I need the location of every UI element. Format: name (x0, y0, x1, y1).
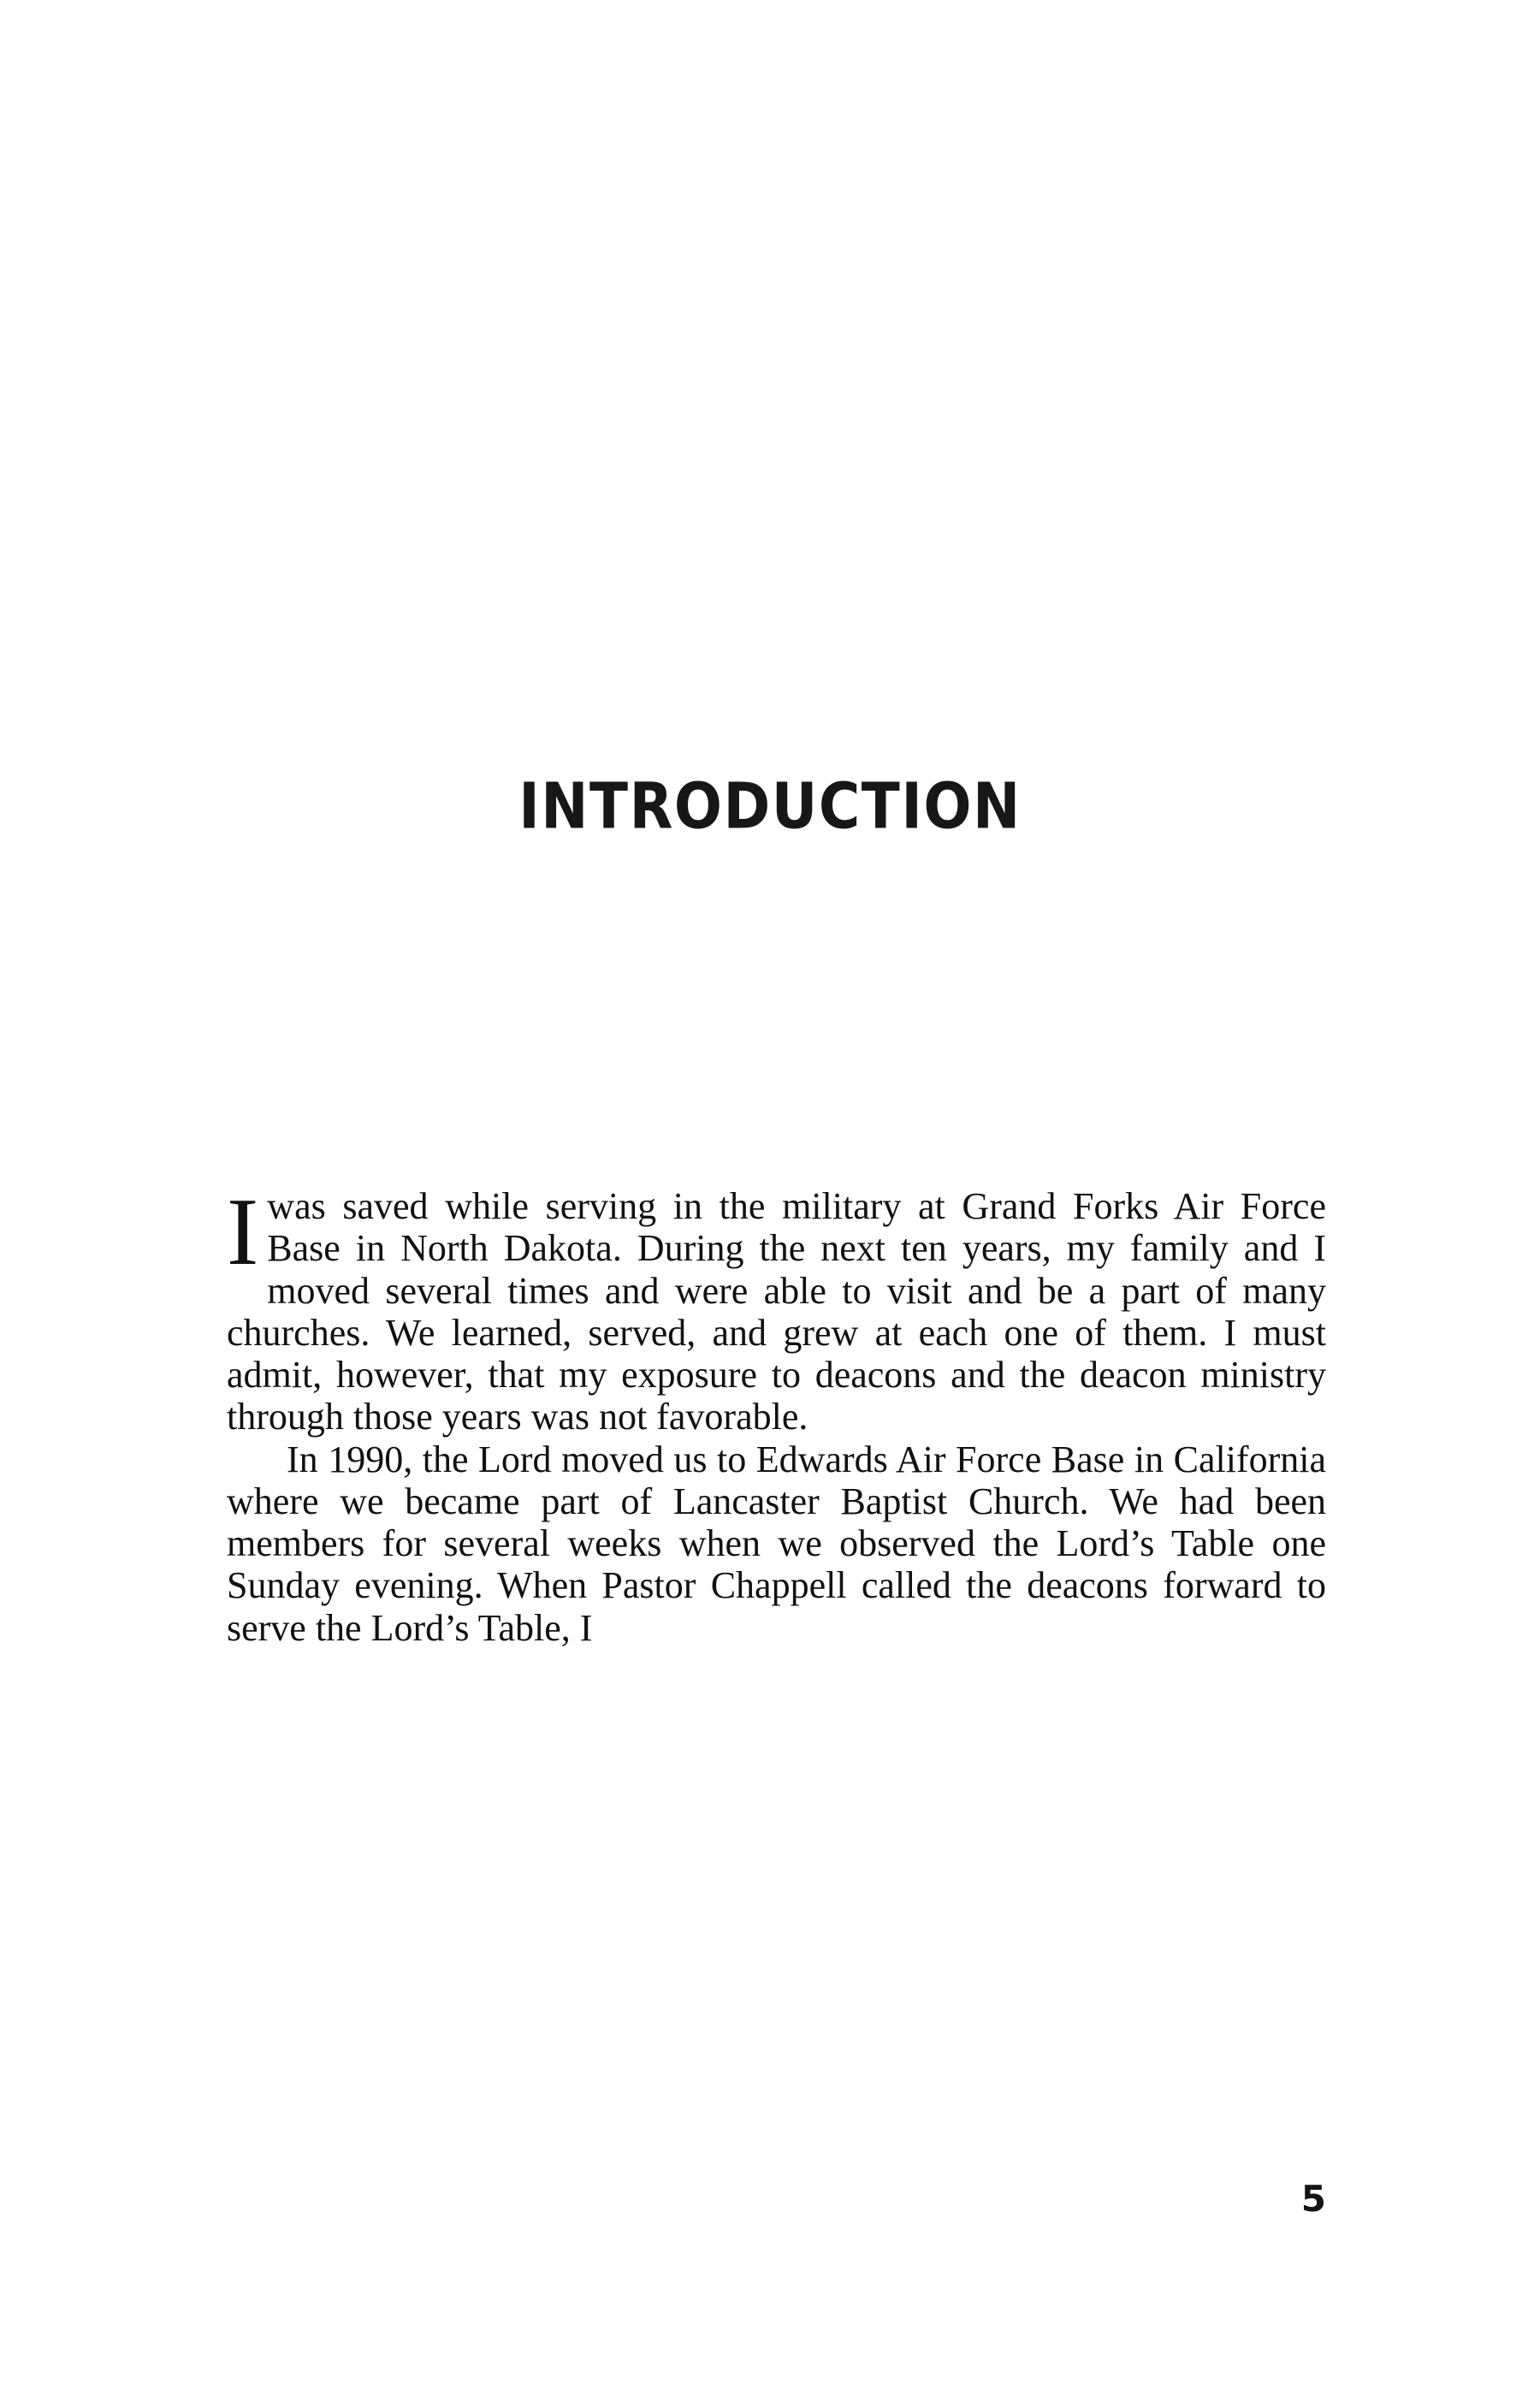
paragraph-first (227, 1179, 1326, 1438)
paragraph-second-text: In 1990, the Lord moved us to Edwards Air Force Base in California where we became part of Lancaster Baptist Church. We had been members for several weeks when we observed the Lord’s Table one Sunday evening. When Pastor Chappell called the deacons forward to serve the Lord’s Table, I (227, 1438, 1326, 1649)
drop-cap: I (227, 1179, 259, 1285)
page-title: INTRODUCTION (518, 769, 1022, 844)
paragraph-first-text: was saved while serving in the military at Grand Forks Air Force Base in North Dakota. During the next ten years, my family and I moved several times and were able to visit and be a part of many churches. We learned, served, and grew at each one of them. I must admit, however, that my exposure to deacons and the deacon ministry through those years was not favorable. (227, 1185, 1326, 1438)
body-text (227, 1179, 1326, 1649)
paragraph-second (227, 1438, 1326, 1649)
page-number: 5 (1300, 2178, 1326, 2220)
